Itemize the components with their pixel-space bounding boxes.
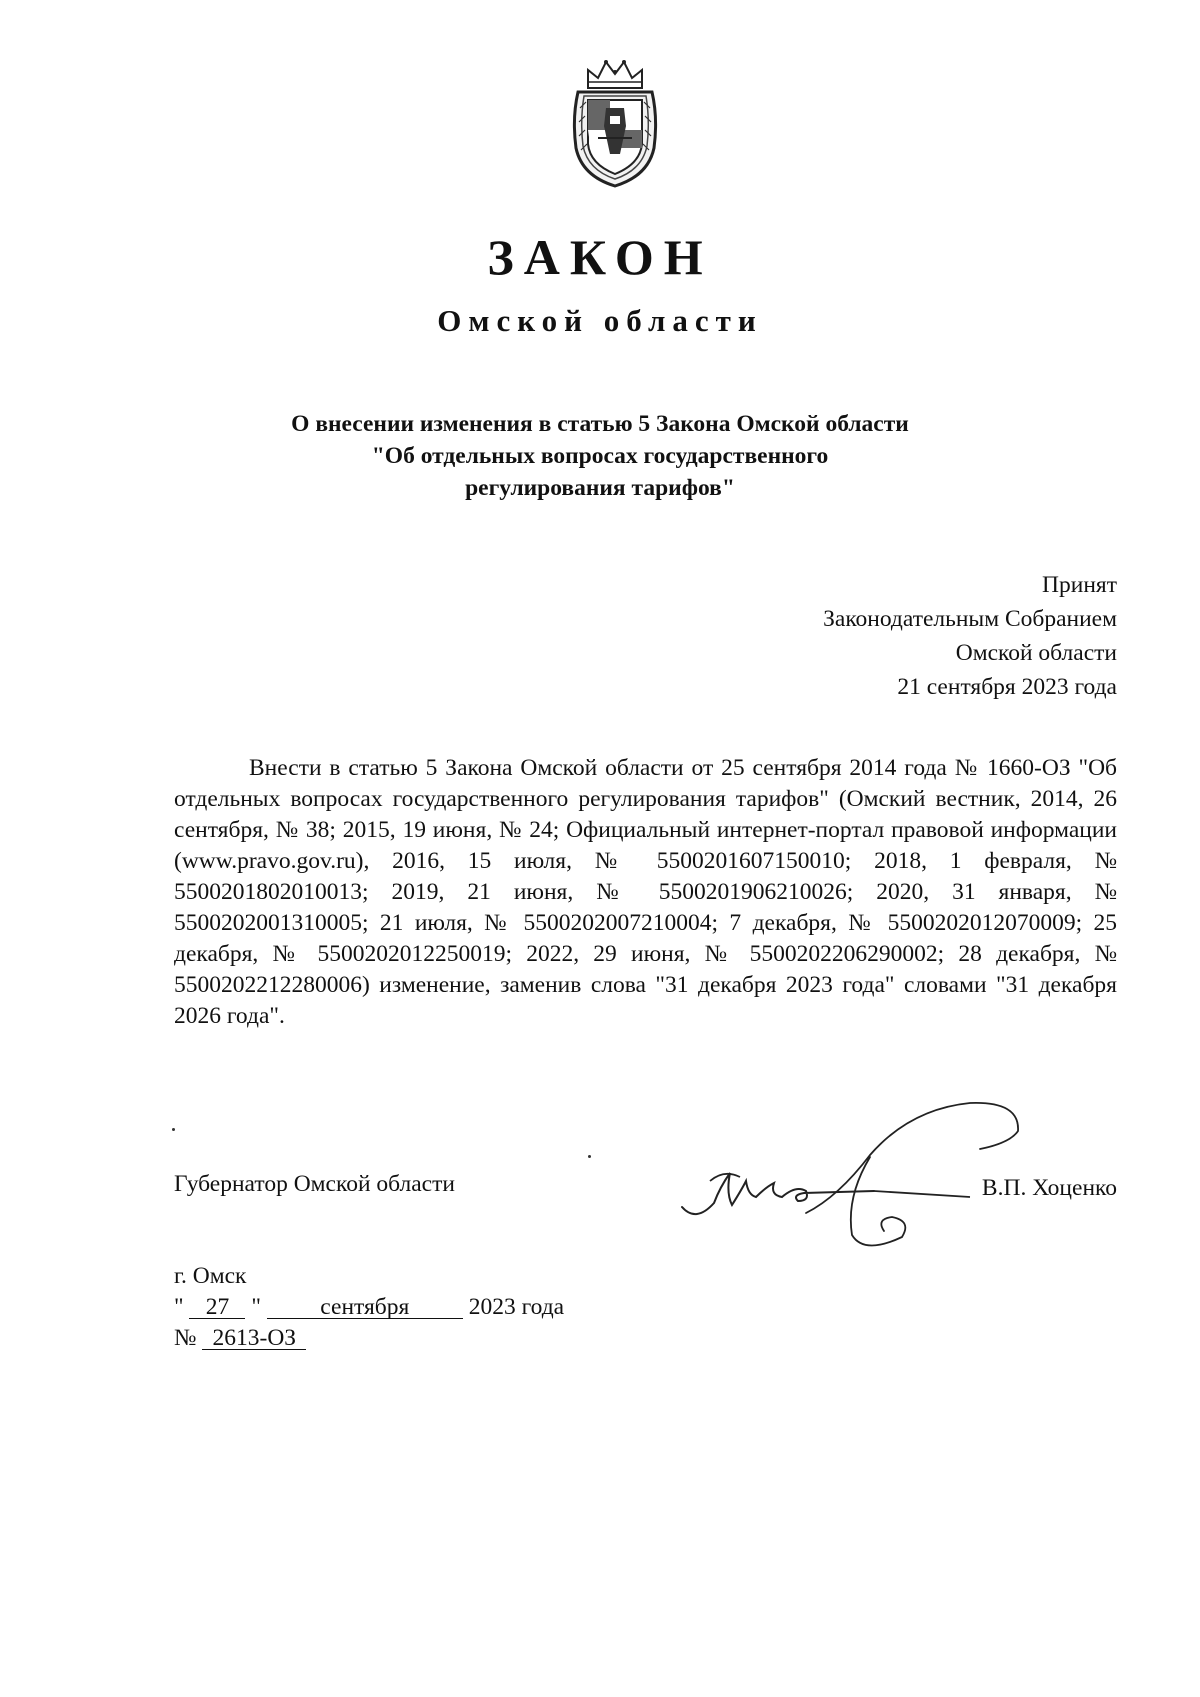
law-body-paragraph: Внести в статью 5 Закона Омской области от 25 сентября 2014 года № 1660-ОЗ "Об отдельных вопросах государственного регулирования тарифов" (Омский вестник, 2014, 26 сентября, № 38; 2015, 19 июня, № 24; Официальный интернет-портал правовой информации (www.pravo.gov.ru), 2016, 15 июля, № 5500201607150010; 2018, 1 февраля, № 5500201802010013; 2019, 21 июня, № 5500201906210026; 2020, 31 января, № 5500202001310005; 21 июля, № 5500202007210004; 7 декабря, № 5500202012070009; 25 декабря, № 5500202012250019; 2022, 29 июня, № 5500202206290002; 28 декабря, № 5500202212280006) изменение, заменив слова "31 декабря 2023 года" словами "31 декабря 2026 года". <box>174 755 1117 1029</box>
law-title-line: "Об отдельных вопросах государственного <box>371 443 829 469</box>
law-title <box>150 408 1050 504</box>
quote-open: " <box>174 1294 184 1320</box>
adoption-date: 21 сентября 2023 года <box>897 674 1117 700</box>
adoption-line: Омской области <box>955 640 1117 666</box>
scan-speck <box>172 1128 175 1131</box>
document-subtitle: Омской области <box>437 303 763 338</box>
adoption-block <box>823 568 1117 704</box>
signing-date <box>174 1294 564 1321</box>
city: г. Омск <box>174 1263 247 1289</box>
signatory-position: Губернатор Омской области <box>174 1171 455 1197</box>
adoption-line: Законодательным Собранием <box>823 606 1117 632</box>
number-sign: № <box>174 1325 197 1351</box>
signing-day: 27 <box>189 1296 245 1319</box>
law-title-line: регулирования тарифов" <box>465 475 735 501</box>
law-title-line: О внесении изменения в статью 5 Закона Омской области <box>291 411 909 437</box>
law-number-line <box>174 1325 306 1352</box>
coat-of-arms-icon <box>568 58 662 188</box>
document-title: ЗАКОН <box>487 229 713 285</box>
scan-speck <box>588 1155 591 1158</box>
law-number: 2613-ОЗ <box>202 1327 306 1350</box>
handwritten-signature <box>670 1085 1035 1260</box>
signing-year: 2023 года <box>468 1294 565 1320</box>
adoption-line: Принят <box>1042 572 1117 598</box>
signing-month: сентября <box>267 1296 463 1319</box>
signatory-name: В.П. Хоценко <box>981 1175 1117 1201</box>
quote-close: " <box>251 1294 261 1320</box>
